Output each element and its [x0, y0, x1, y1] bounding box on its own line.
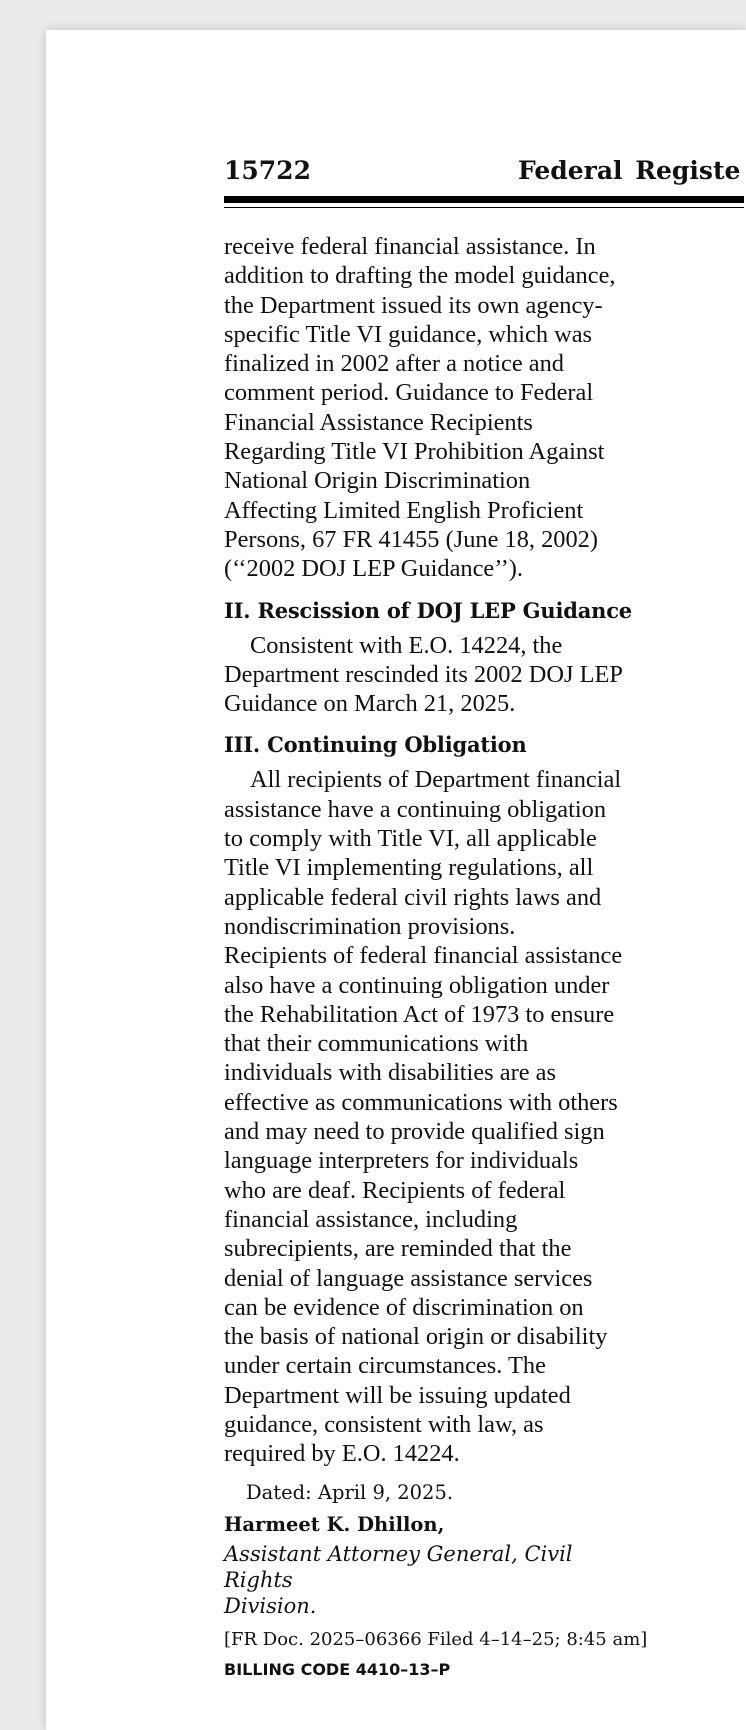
fr-doc-line: [FR Doc. 2025–06366 Filed 4–14–25; 8:45 am] [224, 1628, 648, 1650]
section-heading-rescission: II. Rescission of DOJ LEP Guidance [224, 597, 632, 623]
body-text [224, 232, 724, 1683]
page-content [224, 154, 744, 1679]
page-number: 15722 [224, 156, 311, 185]
header-rule-thin [224, 207, 744, 208]
rescission-paragraph: Consistent with E.O. 14224, the Department rescinded its 2002 DOJ LEP Guidance on March 21, 2025. [224, 631, 623, 718]
publication-title: Federal Registe [518, 156, 741, 185]
intro-paragraph: receive federal financial assistance. In addition to drafting the model guidance, the Department issued its own agency- specific Title VI guidance, which was finalized in 2002 after a notice and comment period. Guidance to Federal Financial Assistance Recipients Regarding Title VI Prohibition Against National Origin Discrimination Affecting Limited English Proficient Persons, 67 FR 41455 (June 18, 2002) (‘‘2002 DOJ LEP Guidance’’). [224, 233, 616, 583]
document-page [46, 30, 746, 1730]
header-rule-thick [224, 196, 744, 203]
section-heading-continuing-obligation: III. Continuing Obligation [224, 732, 527, 758]
page-header [224, 154, 744, 194]
continuing-obligation-paragraph: All recipients of Department financial assistance have a continuing obligation to comply with Title VI, all applicable Title VI implementing regulations, all applicable federal civil rights laws and nondiscrimination provisions. Recipients of federal financial assistance also have a continuing obligation under the Rehabilitation Act of 1973 to ensure that their communications with individuals with disabilities are as effective as communications with others and may need to provide qualified sign language interpreters for individuals who are deaf. Recipients of federal financial assistance, including subrecipients, are reminded that the denial of language assistance services can be evidence of discrimination on the basis of national origin or disability under certain circumstances. The Department will be issuing updated guidance, consistent with law, as required by E.O. 14224. [224, 766, 623, 1468]
billing-code: BILLING CODE 4410–13–P [224, 1659, 451, 1679]
signer-title: Assistant Attorney General, Civil Rights Division. [224, 1541, 573, 1618]
signer-name: Harmeet K. Dhillon, [224, 1512, 445, 1536]
dated-line: Dated: April 9, 2025. [246, 1480, 454, 1504]
